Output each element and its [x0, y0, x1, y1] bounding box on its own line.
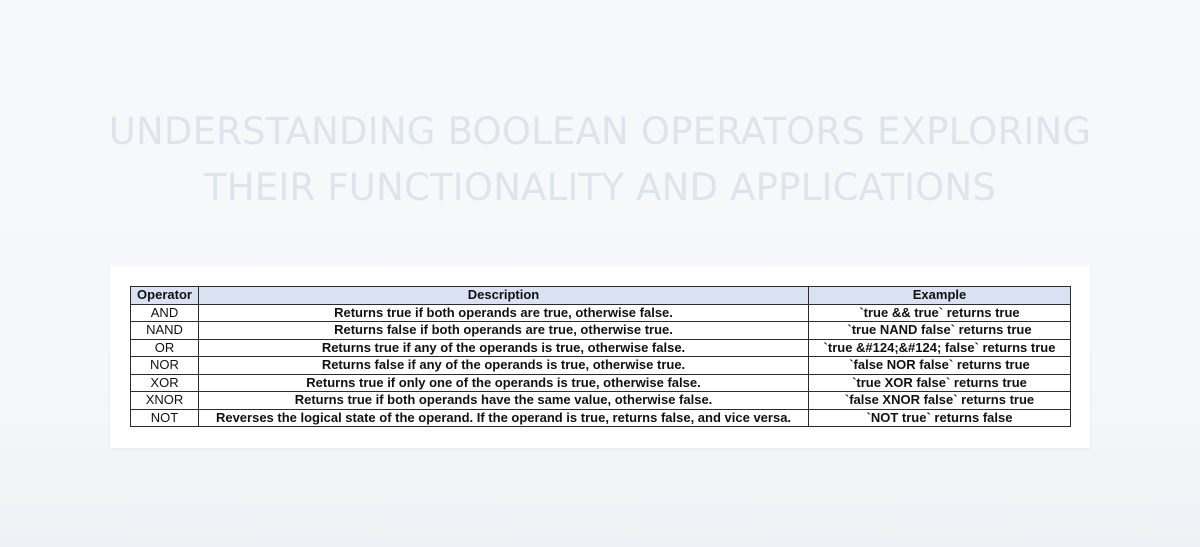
boolean-operators-table	[130, 286, 1071, 427]
description-cell: Returns false if both operands are true, otherwise true.	[199, 322, 809, 340]
table-row	[131, 409, 1071, 427]
page-title-line-2: THEIR FUNCTIONALITY AND APPLICATIONS	[203, 166, 997, 209]
table-row	[131, 339, 1071, 357]
description-cell: Returns true if any of the operands is true, otherwise false.	[199, 339, 809, 357]
operator-cell: NOR	[131, 357, 199, 375]
operator-cell: AND	[131, 304, 199, 322]
example-cell: `false XNOR false` returns true	[809, 392, 1071, 410]
example-cell: `true NAND false` returns true	[809, 322, 1071, 340]
description-cell: Returns true if both operands are true, otherwise false.	[199, 304, 809, 322]
column-header-description: Description	[199, 287, 809, 305]
example-cell: `true XOR false` returns true	[809, 374, 1071, 392]
description-cell: Returns true if only one of the operands is true, otherwise false.	[199, 374, 809, 392]
description-cell: Reverses the logical state of the operand. If the operand is true, returns false, and vice versa.	[199, 409, 809, 427]
table-card	[110, 266, 1090, 448]
operator-cell: XNOR	[131, 392, 199, 410]
column-header-operator: Operator	[131, 287, 199, 305]
table-row	[131, 322, 1071, 340]
table-row	[131, 304, 1071, 322]
description-cell: Returns false if any of the operands is true, otherwise true.	[199, 357, 809, 375]
column-header-example: Example	[809, 287, 1071, 305]
operator-cell: XOR	[131, 374, 199, 392]
example-cell: `true && true` returns true	[809, 304, 1071, 322]
table-row	[131, 392, 1071, 410]
page-title	[0, 104, 1200, 216]
operator-cell: OR	[131, 339, 199, 357]
operator-cell: NOT	[131, 409, 199, 427]
example-cell: `true &#124;&#124; false` returns true	[809, 339, 1071, 357]
page-title-line-1: UNDERSTANDING BOOLEAN OPERATORS EXPLORING	[108, 110, 1092, 153]
table-header-row	[131, 287, 1071, 305]
table-row	[131, 357, 1071, 375]
table-row	[131, 374, 1071, 392]
example-cell: `NOT true` returns false	[809, 409, 1071, 427]
description-cell: Returns true if both operands have the same value, otherwise false.	[199, 392, 809, 410]
operator-cell: NAND	[131, 322, 199, 340]
example-cell: `false NOR false` returns true	[809, 357, 1071, 375]
